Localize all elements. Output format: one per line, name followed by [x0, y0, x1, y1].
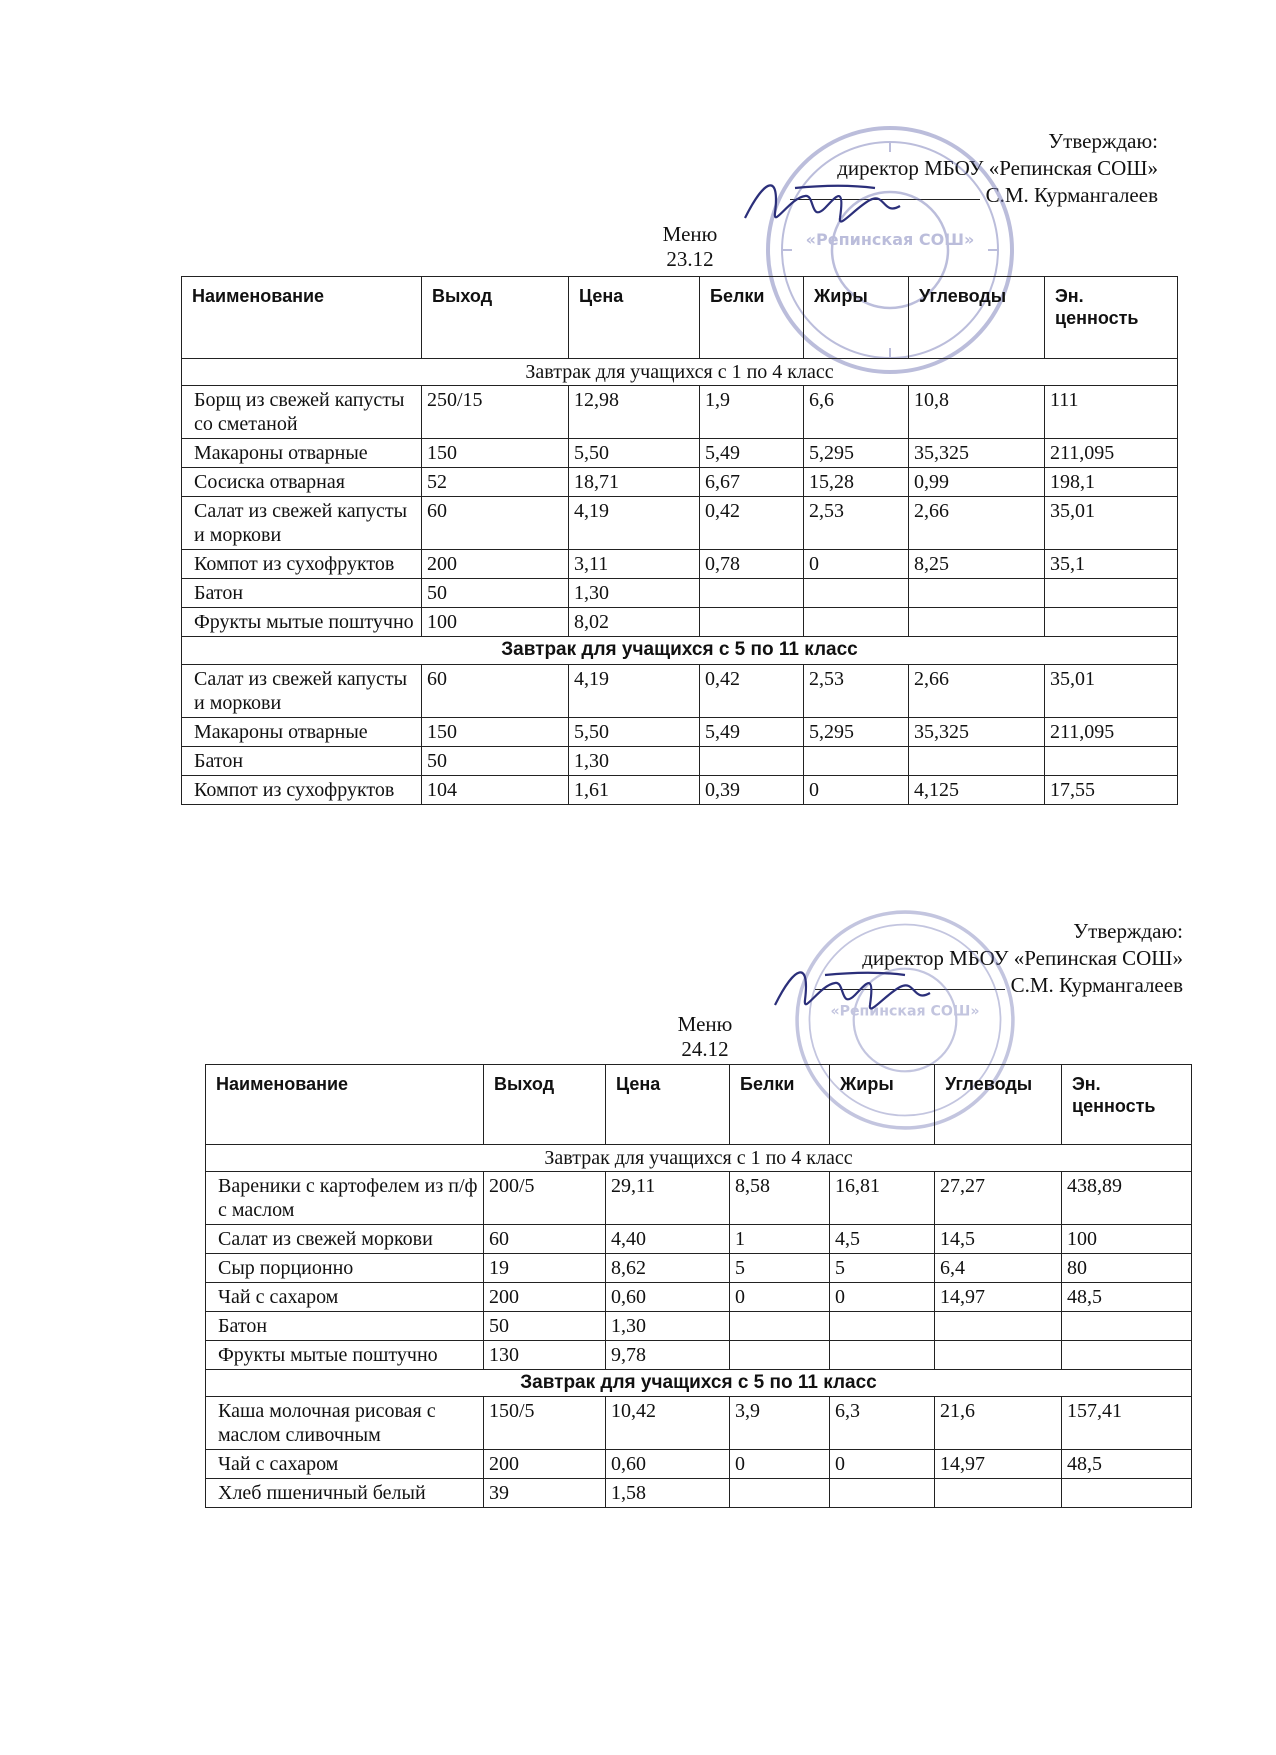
table-row [182, 665, 1178, 718]
table-row [206, 1341, 1192, 1370]
price-cell: 4,19 [569, 497, 700, 550]
fat-cell [804, 579, 909, 608]
yield-cell: 50 [422, 747, 569, 776]
price-cell: 18,71 [569, 468, 700, 497]
yield-cell: 150 [422, 718, 569, 747]
dish-name-cell: Борщ из свежей капусты со сметаной [182, 386, 422, 439]
protein-cell [730, 1312, 830, 1341]
yield-cell: 52 [422, 468, 569, 497]
protein-cell: 6,67 [700, 468, 804, 497]
dish-name-cell: Чай с сахаром [206, 1283, 484, 1312]
fat-cell: 0 [804, 776, 909, 805]
protein-cell: 0,39 [700, 776, 804, 805]
protein-cell: 5,49 [700, 439, 804, 468]
column-header: Эн. ценность [1062, 1065, 1192, 1145]
column-header: Углеводы [935, 1065, 1062, 1145]
table-row [182, 718, 1178, 747]
energy-cell: 35,1 [1045, 550, 1178, 579]
dish-name-cell: Батон [182, 579, 422, 608]
column-header: Углеводы [909, 277, 1045, 359]
energy-cell: 211,095 [1045, 439, 1178, 468]
protein-cell: 8,58 [730, 1172, 830, 1225]
approval-title: Утверждаю: [1048, 129, 1158, 153]
energy-cell: 100 [1062, 1225, 1192, 1254]
dish-name-cell: Компот из сухофруктов [182, 550, 422, 579]
fat-cell: 5,295 [804, 718, 909, 747]
menu-table-2 [205, 1064, 1192, 1508]
carbs-cell: 14,5 [935, 1225, 1062, 1254]
column-header: Наименование [182, 277, 422, 359]
yield-cell: 100 [422, 608, 569, 637]
yield-cell: 250/15 [422, 386, 569, 439]
price-cell: 8,02 [569, 608, 700, 637]
carbs-cell: 21,6 [935, 1397, 1062, 1450]
approval-name: С.М. Курмангалеев [1010, 973, 1183, 997]
column-header: Жиры [804, 277, 909, 359]
dish-name-cell: Фрукты мытые поштучно [206, 1341, 484, 1370]
section-title: Завтрак для учащихся с 5 по 11 класс [182, 637, 1178, 665]
carbs-cell: 8,25 [909, 550, 1045, 579]
protein-cell: 0,42 [700, 497, 804, 550]
fat-cell: 0 [830, 1283, 935, 1312]
carbs-cell: 27,27 [935, 1172, 1062, 1225]
yield-cell: 19 [484, 1254, 606, 1283]
fat-cell [804, 747, 909, 776]
carbs-cell [935, 1312, 1062, 1341]
price-cell: 3,11 [569, 550, 700, 579]
protein-cell: 0 [730, 1283, 830, 1312]
dish-name-cell: Батон [182, 747, 422, 776]
table-row [182, 776, 1178, 805]
fat-cell: 2,53 [804, 665, 909, 718]
energy-cell: 80 [1062, 1254, 1192, 1283]
approval-block-2 [815, 918, 1183, 999]
column-header: Наименование [206, 1065, 484, 1145]
fat-cell: 4,5 [830, 1225, 935, 1254]
table-row [182, 608, 1178, 637]
approval-name: С.М. Курмангалеев [985, 183, 1158, 207]
table-row [206, 1312, 1192, 1341]
carbs-cell: 4,125 [909, 776, 1045, 805]
energy-cell: 438,89 [1062, 1172, 1192, 1225]
energy-cell [1045, 579, 1178, 608]
menu-title: Меню [662, 222, 718, 246]
dish-name-cell: Вареники с картофелем из п/ф с маслом [206, 1172, 484, 1225]
column-header: Белки [730, 1065, 830, 1145]
protein-cell: 1,9 [700, 386, 804, 439]
energy-cell: 211,095 [1045, 718, 1178, 747]
table-row [206, 1225, 1192, 1254]
energy-cell [1045, 608, 1178, 637]
yield-cell: 104 [422, 776, 569, 805]
menu-table-1 [181, 276, 1178, 805]
table-row [182, 386, 1178, 439]
energy-cell [1062, 1479, 1192, 1508]
price-cell: 10,42 [606, 1397, 730, 1450]
dish-name-cell: Хлеб пшеничный белый [206, 1479, 484, 1508]
carbs-cell [909, 608, 1045, 637]
approval-title: Утверждаю: [1073, 919, 1183, 943]
price-cell: 1,30 [606, 1312, 730, 1341]
fat-cell [830, 1341, 935, 1370]
header-row [206, 1065, 1192, 1145]
yield-cell: 200 [422, 550, 569, 579]
yield-cell: 200 [484, 1450, 606, 1479]
price-cell: 4,19 [569, 665, 700, 718]
menu-header-1 [600, 222, 780, 272]
table-row [182, 579, 1178, 608]
section-title: Завтрак для учащихся с 1 по 4 класс [206, 1145, 1192, 1172]
yield-cell: 150 [422, 439, 569, 468]
yield-cell: 200 [484, 1283, 606, 1312]
fat-cell [804, 608, 909, 637]
svg-text:«Репинская СОШ»: «Репинская СОШ» [830, 1003, 980, 1020]
table-row [206, 1283, 1192, 1312]
energy-cell: 111 [1045, 386, 1178, 439]
carbs-cell [909, 579, 1045, 608]
price-cell: 1,61 [569, 776, 700, 805]
dish-name-cell: Сосиска отварная [182, 468, 422, 497]
fat-cell: 6,6 [804, 386, 909, 439]
table-row [206, 1479, 1192, 1508]
table-row [206, 1450, 1192, 1479]
approval-position: директор МБОУ «Репинская СОШ» [837, 156, 1158, 180]
energy-cell: 17,55 [1045, 776, 1178, 805]
protein-cell [730, 1341, 830, 1370]
yield-cell: 130 [484, 1341, 606, 1370]
column-header: Цена [569, 277, 700, 359]
section-title: Завтрак для учащихся с 5 по 11 класс [206, 1370, 1192, 1397]
yield-cell: 150/5 [484, 1397, 606, 1450]
section-title: Завтрак для учащихся с 1 по 4 класс [182, 359, 1178, 386]
yield-cell: 50 [484, 1312, 606, 1341]
menu-title: Меню [677, 1012, 733, 1036]
energy-cell [1062, 1341, 1192, 1370]
fat-cell: 5,295 [804, 439, 909, 468]
energy-cell: 35,01 [1045, 497, 1178, 550]
energy-cell: 198,1 [1045, 468, 1178, 497]
carbs-cell [935, 1341, 1062, 1370]
signature-line [815, 989, 1005, 990]
yield-cell: 50 [422, 579, 569, 608]
approval-block-1 [790, 128, 1158, 209]
table-row [206, 1172, 1192, 1225]
protein-cell: 5 [730, 1254, 830, 1283]
protein-cell [730, 1479, 830, 1508]
price-cell: 0,60 [606, 1283, 730, 1312]
price-cell: 8,62 [606, 1254, 730, 1283]
fat-cell: 0 [804, 550, 909, 579]
dish-name-cell: Каша молочная рисовая с маслом сливочным [206, 1397, 484, 1450]
fat-cell [830, 1479, 935, 1508]
price-cell: 1,58 [606, 1479, 730, 1508]
dish-name-cell: Макароны отварные [182, 718, 422, 747]
price-cell: 9,78 [606, 1341, 730, 1370]
dish-name-cell: Макароны отварные [182, 439, 422, 468]
rows-group [182, 386, 1178, 637]
price-cell: 5,50 [569, 439, 700, 468]
dish-name-cell: Чай с сахаром [206, 1450, 484, 1479]
price-cell: 1,30 [569, 747, 700, 776]
table-row [182, 747, 1178, 776]
column-header: Белки [700, 277, 804, 359]
fat-cell: 16,81 [830, 1172, 935, 1225]
carbs-cell: 0,99 [909, 468, 1045, 497]
column-header: Жиры [830, 1065, 935, 1145]
dish-name-cell: Фрукты мытые поштучно [182, 608, 422, 637]
energy-cell: 157,41 [1062, 1397, 1192, 1450]
protein-cell [700, 608, 804, 637]
carbs-cell: 6,4 [935, 1254, 1062, 1283]
protein-cell: 0,42 [700, 665, 804, 718]
fat-cell: 5 [830, 1254, 935, 1283]
protein-cell: 5,49 [700, 718, 804, 747]
carbs-cell [909, 747, 1045, 776]
yield-cell: 60 [422, 497, 569, 550]
protein-cell [700, 747, 804, 776]
carbs-cell [935, 1479, 1062, 1508]
price-cell: 1,30 [569, 579, 700, 608]
energy-cell: 48,5 [1062, 1283, 1192, 1312]
fat-cell: 2,53 [804, 497, 909, 550]
carbs-cell: 35,325 [909, 439, 1045, 468]
column-header: Эн. ценность [1045, 277, 1178, 359]
yield-cell: 60 [484, 1225, 606, 1254]
rows-group [182, 665, 1178, 805]
column-header: Выход [484, 1065, 606, 1145]
dish-name-cell: Салат из свежей капусты и моркови [182, 665, 422, 718]
dish-name-cell: Салат из свежей капусты и моркови [182, 497, 422, 550]
price-cell: 5,50 [569, 718, 700, 747]
table-row [182, 439, 1178, 468]
header-row [182, 277, 1178, 359]
table-row [206, 1397, 1192, 1450]
energy-cell: 48,5 [1062, 1450, 1192, 1479]
carbs-cell: 14,97 [935, 1450, 1062, 1479]
svg-text:«Репинская СОШ»: «Репинская СОШ» [805, 230, 975, 249]
energy-cell [1045, 747, 1178, 776]
fat-cell: 0 [830, 1450, 935, 1479]
table-row [182, 497, 1178, 550]
fat-cell [830, 1312, 935, 1341]
menu-date: 24.12 [681, 1037, 729, 1061]
signature-line [790, 199, 980, 200]
fat-cell: 15,28 [804, 468, 909, 497]
dish-name-cell: Компот из сухофруктов [182, 776, 422, 805]
yield-cell: 60 [422, 665, 569, 718]
carbs-cell: 14,97 [935, 1283, 1062, 1312]
protein-cell: 0,78 [700, 550, 804, 579]
menu-date: 23.12 [666, 247, 714, 271]
rows-group [206, 1172, 1192, 1370]
energy-cell: 35,01 [1045, 665, 1178, 718]
dish-name-cell: Сыр порционно [206, 1254, 484, 1283]
yield-cell: 200/5 [484, 1172, 606, 1225]
dish-name-cell: Батон [206, 1312, 484, 1341]
protein-cell: 0 [730, 1450, 830, 1479]
fat-cell: 6,3 [830, 1397, 935, 1450]
carbs-cell: 35,325 [909, 718, 1045, 747]
table-row [182, 468, 1178, 497]
carbs-cell: 10,8 [909, 386, 1045, 439]
table-row [182, 550, 1178, 579]
price-cell: 4,40 [606, 1225, 730, 1254]
menu-header-2 [615, 1012, 795, 1062]
approval-position: директор МБОУ «Репинская СОШ» [862, 946, 1183, 970]
carbs-cell: 2,66 [909, 497, 1045, 550]
price-cell: 0,60 [606, 1450, 730, 1479]
dish-name-cell: Салат из свежей моркови [206, 1225, 484, 1254]
price-cell: 12,98 [569, 386, 700, 439]
protein-cell: 1 [730, 1225, 830, 1254]
energy-cell [1062, 1312, 1192, 1341]
column-header: Выход [422, 277, 569, 359]
protein-cell [700, 579, 804, 608]
yield-cell: 39 [484, 1479, 606, 1508]
table-row [206, 1254, 1192, 1283]
column-header: Цена [606, 1065, 730, 1145]
protein-cell: 3,9 [730, 1397, 830, 1450]
rows-group [206, 1397, 1192, 1508]
carbs-cell: 2,66 [909, 665, 1045, 718]
price-cell: 29,11 [606, 1172, 730, 1225]
